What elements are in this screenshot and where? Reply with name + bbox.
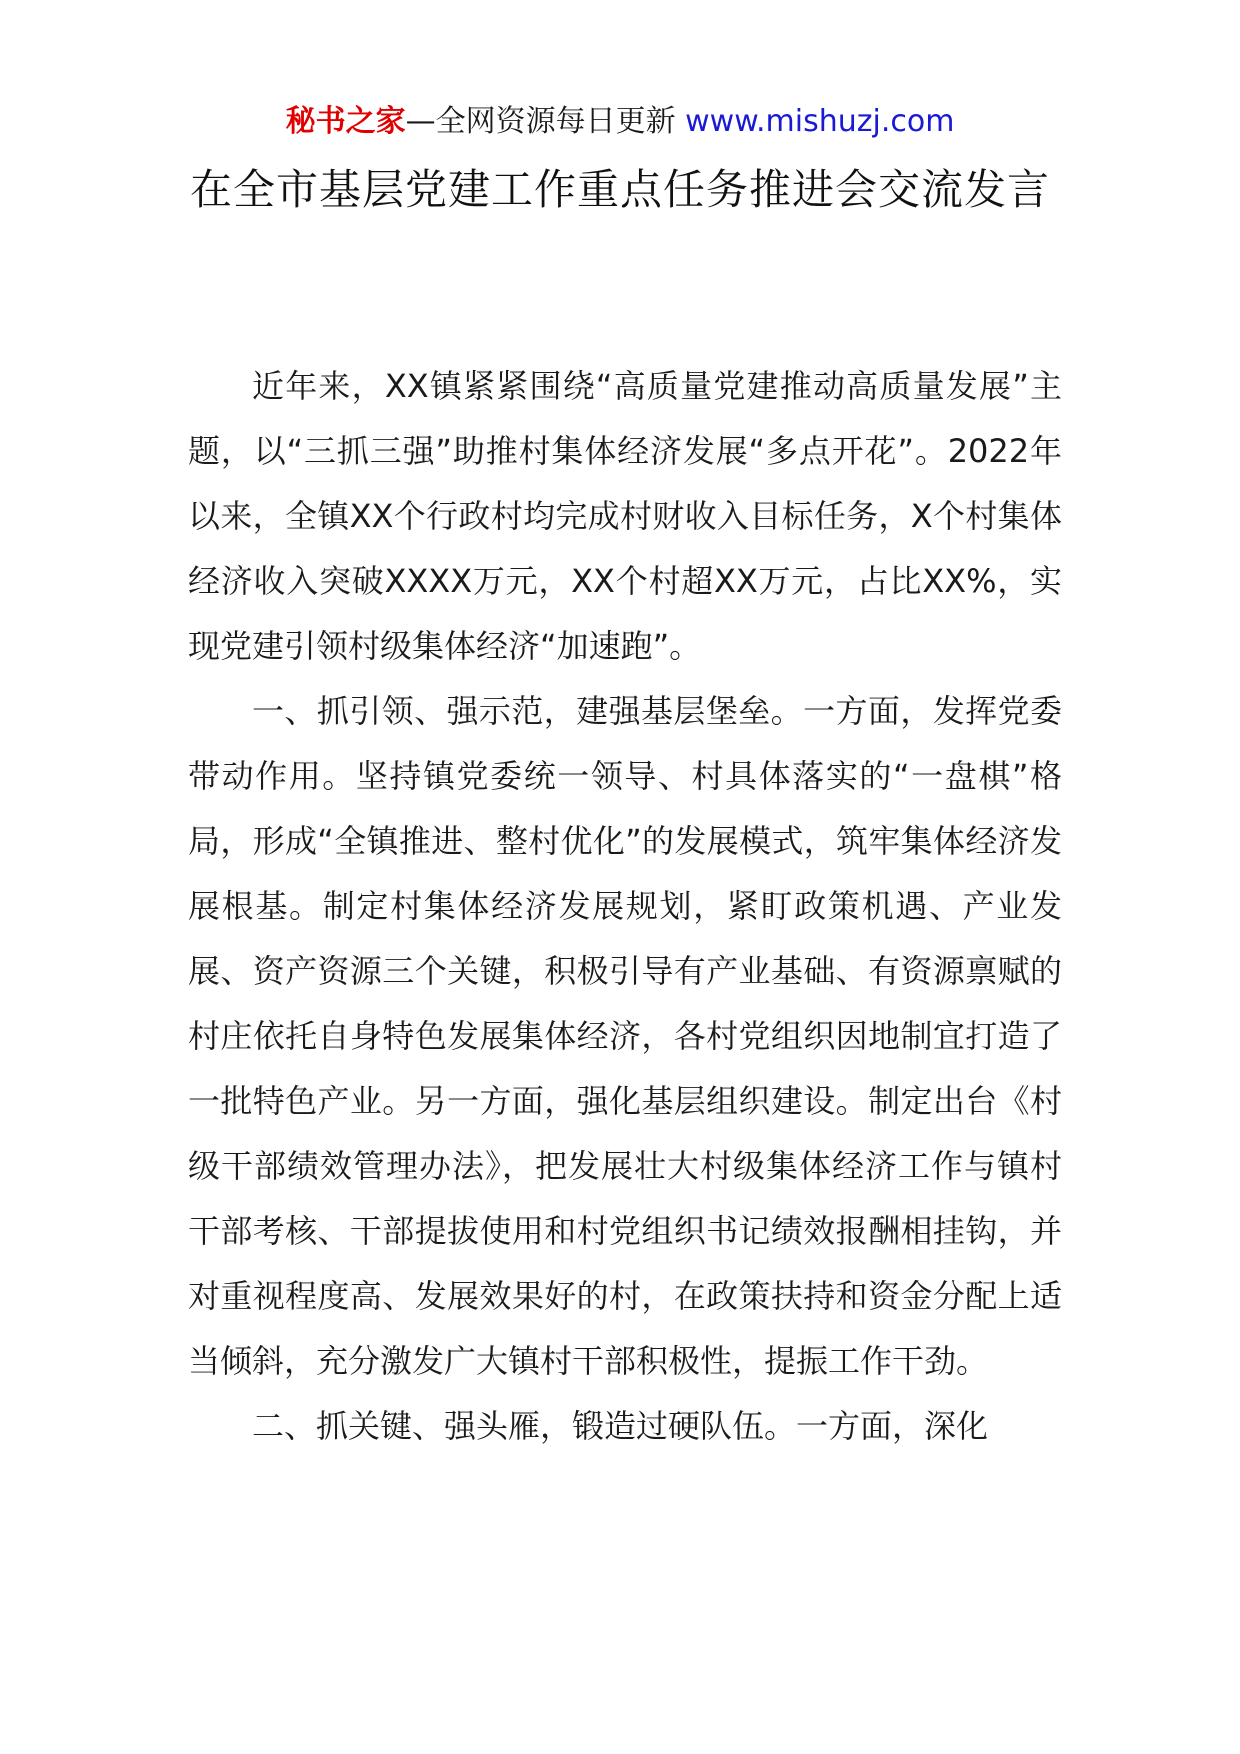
header-tagline: —全网资源每日更新 — [405, 104, 686, 139]
document-body — [188, 354, 1062, 1459]
paragraph-section-1: 一、抓引领、强示范，建强基层堡垒。一方面，发挥党委带动作用。坚持镇党委统一领导、村具体落实的“一盘棋”格局，形成“全镇推进、整村优化”的发展模式，筑牢集体经济发展根基。制定村集体经济发展规划，紧盯政策机遇、产业发展、资产资源三个关键，积极引导有产业基础、有资源禀赋的村庄依托自身特色发展集体经济，各村党组织因地制宜打造了一批特色产业。另一方面，强化基层组织建设。制定出台《村级干部绩效管理办法》，把发展壮大村级集体经济工作与镇村干部考核、干部提拔使用和村党组织书记绩效报酬相挂钩，并对重视程度高、发展效果好的村，在政策扶持和资金分配上适当倾斜，充分激发广大镇村干部积极性，提振工作干劲。 — [188, 692, 1062, 1380]
brand-name: 秘书之家 — [285, 104, 406, 139]
paragraph-intro: 近年来，XX镇紧紧围绕“高质量党建推动高质量发展”主题，以“三抓三强”助推村集体经济发展“多点开花”。2022年以来，全镇XX个行政村均完成村财收入目标任务，X个村集体经济收入突破XXXX万元，XX个村超XX万元，占比XX%，实现党建引领村级集体经济“加速跑”。 — [188, 367, 1062, 665]
document-title: 在全市基层党建工作重点任务推进会交流发言 — [189, 165, 1050, 214]
paragraph-section-2: 二、抓关键、强头雁，锻造过硬队伍。一方面，深化 — [252, 1407, 989, 1445]
site-url-link[interactable]: www.mishuzj.com — [685, 104, 955, 139]
header-banner — [0, 100, 1240, 144]
